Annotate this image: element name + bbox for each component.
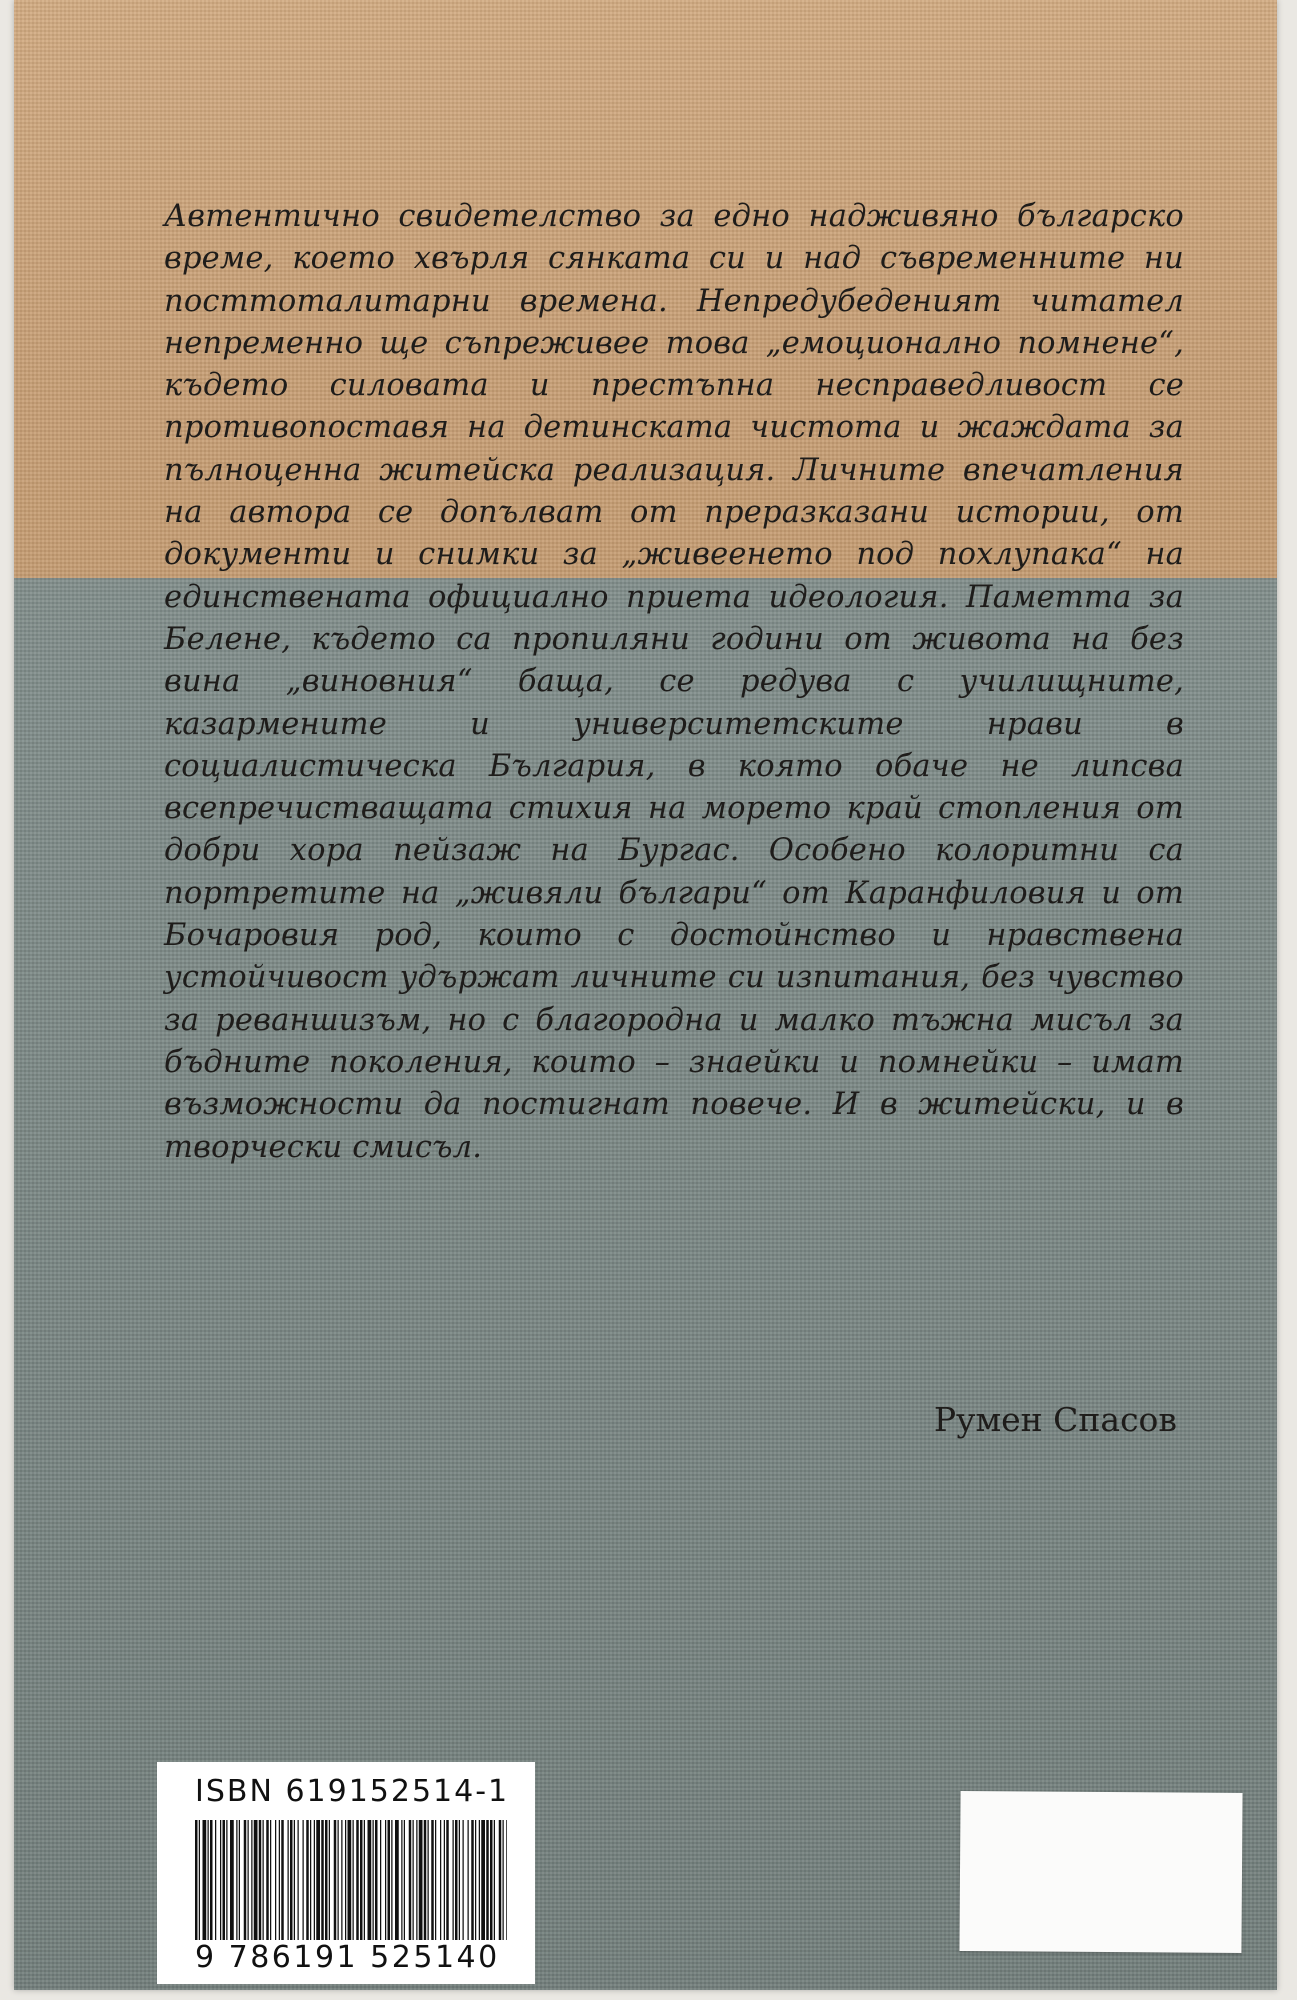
isbn-bottom-digits: 9 786191 525140: [195, 1940, 500, 1975]
barcode-bar: [199, 1820, 200, 1940]
barcode-bar: [270, 1820, 271, 1940]
barcode-bar: [239, 1820, 240, 1940]
barcode-bar: [471, 1820, 474, 1940]
barcode-bar: [321, 1820, 324, 1940]
barcode-bar: [364, 1820, 365, 1940]
barcode-bar: [288, 1820, 289, 1940]
price-sticker: [959, 1791, 1242, 1953]
barcode-bar: [298, 1820, 299, 1940]
barcode-bar: [360, 1820, 363, 1940]
barcode-bar: [424, 1820, 427, 1940]
barcode-bar: [208, 1820, 209, 1940]
barcode-bar: [226, 1820, 227, 1940]
barcode-bar: [506, 1820, 507, 1940]
barcode-bar: [248, 1820, 249, 1940]
barcode-bar: [435, 1820, 436, 1940]
barcode-bar: [281, 1820, 284, 1940]
barcode-bar: [325, 1820, 328, 1940]
barcode-bar: [499, 1820, 502, 1940]
barcode-bar: [459, 1820, 460, 1940]
barcode-bar: [348, 1820, 352, 1940]
barcode-bar: [294, 1820, 295, 1940]
book-back-cover: [14, 0, 1277, 1990]
barcode-bar: [223, 1820, 226, 1940]
barcode-bar: [481, 1820, 485, 1940]
barcode-bar: [503, 1820, 504, 1940]
barcode-bar: [303, 1820, 304, 1940]
barcode-bar: [416, 1820, 417, 1940]
barcode-bar: [338, 1820, 339, 1940]
barcode-bar: [251, 1820, 252, 1940]
barcode-bar: [368, 1820, 372, 1940]
barcode-bar: [486, 1820, 489, 1940]
barcode-bar: [463, 1820, 464, 1940]
barcode-bar: [275, 1820, 276, 1940]
barcode-bar: [419, 1820, 423, 1940]
barcode-bar: [266, 1820, 269, 1940]
barcode-bar: [195, 1820, 198, 1940]
barcode-bar: [468, 1820, 469, 1940]
barcode-bar: [329, 1820, 330, 1940]
barcode-graphic: [195, 1820, 507, 1940]
barcode-bar: [341, 1820, 342, 1940]
barcode-bar: [316, 1820, 320, 1940]
barcode-bar: [475, 1820, 476, 1940]
barcode-bar: [380, 1820, 381, 1940]
barcode-bar: [385, 1820, 386, 1940]
barcode-bar: [373, 1820, 374, 1940]
barcode-bar: [356, 1820, 359, 1940]
barcode-bar: [220, 1820, 221, 1940]
barcode-bar: [401, 1820, 402, 1940]
barcode-bar: [453, 1820, 454, 1940]
barcode-bar: [310, 1820, 311, 1940]
barcode-bar: [444, 1820, 445, 1940]
barcode-bar: [446, 1820, 449, 1940]
blurb-text: Автентично свидетелство за едно надживяно българско време, което хвърля сянката си и над съвременните ни посттоталитарни времена. Непредубеденият читател непременно ще съпреживее това „емоционално помнене“, където силовата и престъпна несправедливост се противопоставя на детинската чистота и жаждата за пълноценна житейска реализация. Личните впечатления на автора се допълват от преразказани истории, от документи и снимки за „живеенето под похлупака“ на единствената официално приета идеология. Паметта за Белене, където са пропиляни години от живота на без вина „виновния“ баща, се редува с училищните, казармените и университетските нрави в социалистическа България, в която обаче не липсва всепречистващата стихия на морето край стопления от добри хора пейзаж на Бургас. Особено колоритни са портретите на „живяли българи“ от Каранфиловия и от Бочаровия род, които с достойнство и нравствена устойчивост удържат личните си изпитания, без чувство за реваншизъм, но с благородна и малко тъжна мисъл за бъдните поколения, които – знаейки и помнейки – имат възможности да постигнат повече. И в житейски, и в творчески смисъл.: [164, 199, 1184, 1165]
barcode-bar: [391, 1820, 392, 1940]
barcode-bar: [395, 1820, 399, 1940]
barcode-bar: [306, 1820, 309, 1940]
barcode-bar: [431, 1820, 434, 1940]
barcode-bar: [203, 1820, 207, 1940]
barcode-bar: [279, 1820, 280, 1940]
barcode-bar: [413, 1820, 414, 1940]
barcode-bar: [210, 1820, 213, 1940]
barcode-bar: [215, 1820, 216, 1940]
barcode-bar: [388, 1820, 391, 1940]
barcode-bar: [455, 1820, 458, 1940]
barcode-bar: [244, 1820, 247, 1940]
barcode-bar: [494, 1820, 495, 1940]
barcode-bar: [409, 1820, 412, 1940]
barcode-bar: [479, 1820, 480, 1940]
barcode-bar: [290, 1820, 293, 1940]
barcode-bar: [334, 1820, 337, 1940]
barcode-bar: [259, 1820, 262, 1940]
barcode-bar: [490, 1820, 493, 1940]
barcode-bar: [254, 1820, 258, 1940]
barcode-bar: [236, 1820, 237, 1940]
barcode-bar: [404, 1820, 405, 1940]
barcode-bar: [314, 1820, 315, 1940]
barcode-bar: [230, 1820, 234, 1940]
isbn-top-text: ISBN 619152514-1: [195, 1774, 510, 1809]
barcode-bar: [440, 1820, 441, 1940]
barcode-bar: [428, 1820, 429, 1940]
barcode-bar: [375, 1820, 378, 1940]
blurb-author: Румен Спасов: [933, 1400, 1177, 1439]
isbn-barcode-label: [157, 1762, 535, 1984]
barcode-bar: [345, 1820, 346, 1940]
barcode-bar: [353, 1820, 354, 1940]
barcode-bar: [263, 1820, 264, 1940]
